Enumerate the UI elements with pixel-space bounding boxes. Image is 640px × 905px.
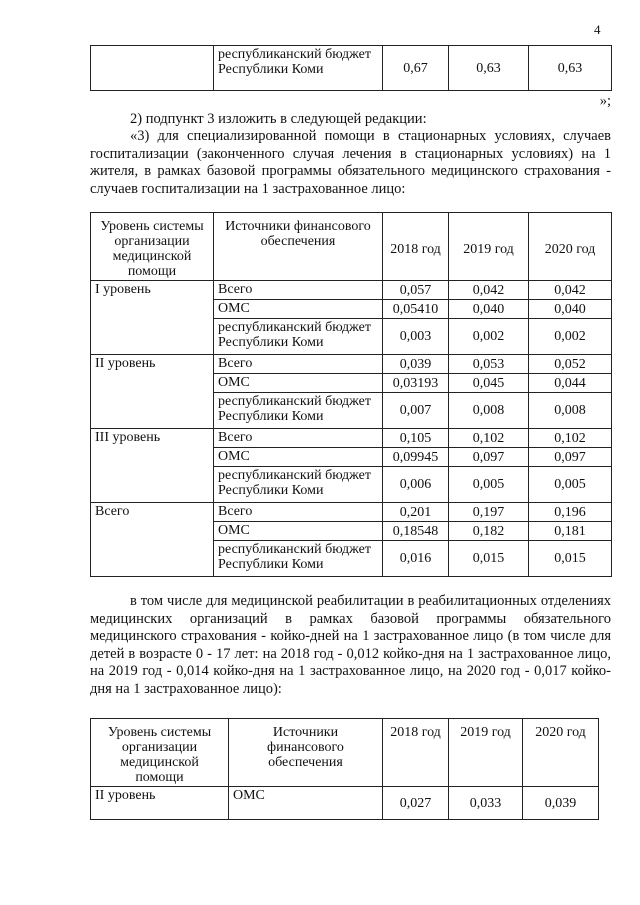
value-2018: 0,03193 xyxy=(383,374,449,393)
rehabilitation-table xyxy=(90,718,599,820)
source-cell: ОМС xyxy=(214,374,383,393)
source-cell: ОМС xyxy=(214,448,383,467)
source-cell: республиканский бюджет Республики Коми xyxy=(214,46,383,91)
value-2020: 0,196 xyxy=(529,503,612,522)
value-2018: 0,18548 xyxy=(383,522,449,541)
header-level: Уровень системы организации медицинской помощи xyxy=(91,719,229,787)
closing-quote: »; xyxy=(599,93,611,109)
value-2019: 0,040 xyxy=(449,300,529,319)
value-2019: 0,197 xyxy=(449,503,529,522)
level-cell: III уровень xyxy=(91,429,214,503)
source-cell: Всего xyxy=(214,281,383,300)
value-2020: 0,102 xyxy=(529,429,612,448)
source-cell: Всего xyxy=(214,429,383,448)
value-2020: 0,181 xyxy=(529,522,612,541)
value-2019: 0,045 xyxy=(449,374,529,393)
table-row xyxy=(91,46,612,91)
level-cell: II уровень xyxy=(91,355,214,429)
table-row xyxy=(91,355,612,374)
source-cell: Всего xyxy=(214,503,383,522)
paragraph-2: «3) для специализированной помощи в стационарных условиях, случаев госпитализации (законченного случая лечения в стационарных условиях) на 1 жителя, в рамках базовой программы обязательного медицинского страхования - случаев госпитализации на 1 застрахованное лицо: xyxy=(90,128,611,197)
value-2020: 0,008 xyxy=(529,393,612,429)
value-2019: 0,042 xyxy=(449,281,529,300)
source-cell: республиканский бюджет Республики Коми xyxy=(214,541,383,577)
value-2018: 0,09945 xyxy=(383,448,449,467)
table-row xyxy=(91,503,612,522)
value-2020: 0,015 xyxy=(529,541,612,577)
source-cell: республиканский бюджет Республики Коми xyxy=(214,319,383,355)
value-2018: 0,003 xyxy=(383,319,449,355)
value-2020: 0,005 xyxy=(529,467,612,503)
source-cell: республиканский бюджет Республики Коми xyxy=(214,393,383,429)
paragraph-1: 2) подпункт 3 изложить в следующей редакции: xyxy=(130,110,427,127)
value-2019: 0,102 xyxy=(449,429,529,448)
header-2020: 2020 год xyxy=(529,213,612,281)
value-2019: 0,053 xyxy=(449,355,529,374)
source-cell: ОМС xyxy=(214,300,383,319)
value-2019: 0,008 xyxy=(449,393,529,429)
header-source: Источники финансового обеспечения xyxy=(229,719,383,787)
header-level: Уровень системы организации медицинской помощи xyxy=(91,213,214,281)
top-table xyxy=(90,45,612,91)
source-cell: ОМС xyxy=(229,787,383,820)
header-2019: 2019 год xyxy=(449,719,523,787)
value-2020: 0,042 xyxy=(529,281,612,300)
table-row xyxy=(91,429,612,448)
level-cell: Всего xyxy=(91,503,214,577)
value-2018: 0,039 xyxy=(383,355,449,374)
value-2019: 0,63 xyxy=(449,46,529,91)
table-header-row xyxy=(91,213,612,281)
value-2019: 0,005 xyxy=(449,467,529,503)
value-2019: 0,033 xyxy=(449,787,523,820)
header-2018: 2018 год xyxy=(383,213,449,281)
header-2020: 2020 год xyxy=(523,719,599,787)
value-2018: 0,057 xyxy=(383,281,449,300)
source-cell: Всего xyxy=(214,355,383,374)
table-row xyxy=(91,281,612,300)
header-source: Источники финансового обеспечения xyxy=(214,213,383,281)
value-2020: 0,097 xyxy=(529,448,612,467)
table-row xyxy=(91,787,599,820)
value-2019: 0,182 xyxy=(449,522,529,541)
value-2020: 0,040 xyxy=(529,300,612,319)
value-2018: 0,006 xyxy=(383,467,449,503)
value-2018: 0,016 xyxy=(383,541,449,577)
value-2019: 0,015 xyxy=(449,541,529,577)
header-2019: 2019 год xyxy=(449,213,529,281)
page-number: 4 xyxy=(594,22,601,37)
value-2018: 0,105 xyxy=(383,429,449,448)
value-2018: 0,67 xyxy=(383,46,449,91)
header-2018: 2018 год xyxy=(383,719,449,787)
paragraph-3: в том числе для медицинской реабилитации в реабилитационных отделениях медицинских организаций в рамках базовой программы обязательного медицинского страхования - койко-дней на 1 застрахованное лицо (в том числе для детей в возрасте 0 - 17 лет: на 2018 год - 0,012 койко-дня на 1 застрахованное лицо, на 2019 год - 0,014 койко-дня на 1 застрахованное лицо, на 2020 год - 0,017 койко-дня на 1 застрахованное лицо): xyxy=(90,593,611,697)
value-2018: 0,05410 xyxy=(383,300,449,319)
level-cell xyxy=(91,46,214,91)
source-cell: республиканский бюджет Республики Коми xyxy=(214,467,383,503)
value-2018: 0,201 xyxy=(383,503,449,522)
value-2018: 0,007 xyxy=(383,393,449,429)
level-cell: II уровень xyxy=(91,787,229,820)
value-2019: 0,097 xyxy=(449,448,529,467)
table-header-row xyxy=(91,719,599,787)
source-cell: ОМС xyxy=(214,522,383,541)
hospitalization-table xyxy=(90,212,612,577)
value-2020: 0,63 xyxy=(529,46,612,91)
value-2019: 0,002 xyxy=(449,319,529,355)
value-2020: 0,002 xyxy=(529,319,612,355)
value-2020: 0,052 xyxy=(529,355,612,374)
value-2020: 0,039 xyxy=(523,787,599,820)
level-cell: I уровень xyxy=(91,281,214,355)
value-2018: 0,027 xyxy=(383,787,449,820)
value-2020: 0,044 xyxy=(529,374,612,393)
